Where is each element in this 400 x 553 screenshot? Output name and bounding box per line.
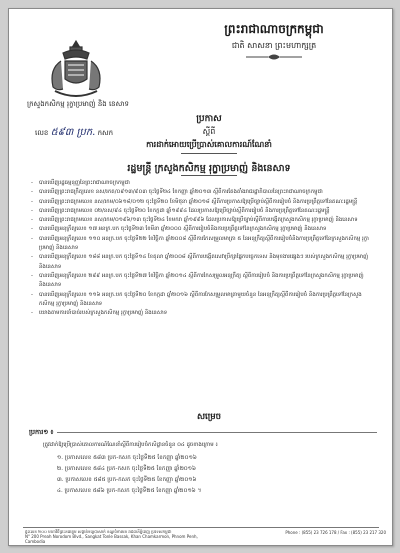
reference-suffix: កសក	[97, 129, 114, 137]
preamble-item: - បានឃើញព្រះរាជក្រមលេខ ០២/នស/៩៤ ចុះថ្ងៃទី២០ ខែកក្កដា ឆ្នាំ១៩៩៤ ដែលប្រកាសឱ្យប្រើច្បាប់ស្តីពីការរៀបចំ និងការប្រព្រឹត្តទៅនៃគណៈរដ្ឋមន្ត្រី	[31, 207, 330, 214]
footer-address	[25, 529, 215, 544]
preamble-item: - បានឃើញអនុក្រឹត្យលេខ ១៨៨ អនក្រ.បក ចុះថ្ងៃទី១៤ ខែតុលា ឆ្នាំ២០០៨ ស្តីពីការបង្កើតសេវាប្រឹក្សាផ្នែកបច្ចេកទេស និងមុខងារផ្សេងៗ របស់ក្រសួងកសិកម្ម រុក្ខាប្រមាញ់ និងនេសាទ	[31, 254, 369, 270]
reference-prefix: លេខ	[35, 129, 49, 137]
document-page	[8, 8, 393, 546]
decision-item: ១. ប្រកាសលេខ ៥៨៣ ប្រក-កសក ចុះថ្ងៃទី២៥ ខែកញ្ញា ឆ្នាំ២០១៦	[57, 455, 197, 461]
preamble-item: - បានឃើញរដ្ឋធម្មនុញ្ញនៃព្រះរាជាណាចក្រកម្ពុជា	[31, 180, 130, 186]
ministry-name: ក្រសួងកសិកម្ម រុក្ខាប្រមាញ់ និង នេសាទ	[27, 100, 129, 108]
decision-items	[57, 453, 201, 497]
about-label: ស្តីពី	[202, 127, 216, 136]
preamble-item: - បានឃើញព្រះរាជក្រឹត្យលេខ នស/រកត/០៩១៣/៩០៣ ចុះថ្ងៃទី២៤ ខែកញ្ញា ឆ្នាំ២០១៣ ស្តីពីការតែងតាំងរាជរដ្ឋាភិបាលនៃព្រះរាជាណាចក្រកម្ពុជា	[31, 189, 323, 196]
footer-address-kh: ផ្ទះលេខ ២០០ មហាវិថីព្រះនរោត្តម សង្កាត់ទន្លេបាសាក់ ខណ្ឌចំការមន រាជធានីភ្នំពេញ ប្រទេសកម្ពុជា	[25, 529, 172, 534]
decision-item: ២. ប្រកាសលេខ ៥៨៤ ប្រក-កសក ចុះថ្ងៃទី២៥ ខែកញ្ញា ឆ្នាំ២០១៦	[57, 466, 196, 472]
preamble-item: - បានឃើញអនុក្រឹត្យលេខ ១១០ អនក្រ.បក ចុះថ្ងៃទី២២ ខែវិច្ឆិកា ឆ្នាំ២០០៨ ស្តីពីការកែសម្រួលមាត្រា ៥ នៃអនុក្រឹត្យស្តីពីការរៀបចំនិងការប្រព្រឹត្តទៅនៃក្រសួងកសិកម្ម រុក្ខាប្រមាញ់ និងនេសាទ	[31, 235, 369, 252]
footer-divider	[23, 527, 379, 528]
preamble-item: - យោងតាមការចាំបាច់របស់ក្រសួងកសិកម្ម រុក្ខាប្រមាញ់ និងនេសាទ	[31, 310, 168, 317]
ornament-divider-icon	[246, 53, 302, 61]
article-label: ប្រការ១ ៖	[29, 428, 54, 436]
national-motto: ជាតិ សាសនា ព្រះមហាក្សត្រ	[231, 41, 317, 50]
document-type: ប្រកាស	[196, 114, 222, 124]
decision-item: ៤. ប្រកាសលេខ ៥៨៦ ប្រក-កសក ចុះថ្ងៃទី២៥ ខែកញ្ញា ឆ្នាំ២០១៦ ។	[57, 488, 202, 494]
article-intro: ត្រូវដាក់ឱ្យប្រើប្រាស់គោលការណ៍ណែនាំស្តីពីការរៀបចំកសិដ្ឋានចំនួន ០៤ ដូចខាងក្រោម ៖	[43, 442, 218, 448]
decision-item: ៣. ប្រកាសលេខ ៥៨៥ ប្រក-កសក ចុះថ្ងៃទី២៥ ខែកញ្ញា ឆ្នាំ២០១៦	[57, 477, 197, 483]
decision-heading: សម្រេច	[196, 412, 222, 422]
minister-divider	[181, 175, 237, 176]
preamble-item: - បានឃើញអនុក្រឹត្យលេខ ១១៦ អនក្រ.បក ចុះថ្ងៃទី២០ ខែកក្កដា ឆ្នាំ២០១៦ ស្តីពីការកែសម្រួលមាត្រាមួយចំនួន នៃអនុក្រឹត្យស្តីពីការរៀបចំ និងការប្រព្រឹត្តទៅនៃក្រសួងកសិកម្ម រុក្ខាប្រមាញ់ និងនេសាទ	[31, 291, 362, 307]
article-divider	[57, 432, 377, 433]
subject-divider	[181, 153, 237, 154]
document-subject: ការដាក់អោយប្រើប្រាស់គោលការណ៍ណែនាំ	[146, 140, 272, 149]
minister-title: រដ្ឋមន្ត្រី ក្រសួងកសិកម្ម រុក្ខាប្រមាញ់ និងនេសាទ	[127, 163, 291, 174]
kingdom-title: ព្រះរាជាណាចក្រកម្ពុជា	[224, 22, 324, 36]
preamble-item: - បានឃើញព្រះរាជក្រមលេខ នស/រកម/០១៩៦/១៣ ចុះថ្ងៃទី២៤ ខែមករា ឆ្នាំ១៩៩៦ ដែលប្រកាសឱ្យប្រើច្បាប់ស្តីពីការបង្កើតក្រសួងកសិកម្ម រុក្ខាប្រមាញ់ និងនេសាទ	[31, 217, 358, 224]
preamble-item: - បានឃើញអនុក្រឹត្យលេខ ១៧ អនក្រ.បក ចុះថ្ងៃទី២៣ ខែមីនា ឆ្នាំ២០០០ ស្តីពីការរៀបចំនិងការប្រព្រឹត្តទៅនៃក្រសួងកសិកម្ម រុក្ខាប្រមាញ់ និងនេសាទ	[31, 226, 327, 233]
reference-number	[35, 125, 113, 140]
preamble-item: - បានឃើញព្រះរាជក្រមលេខ នស/រកម/០៦១៨/០១២ ចុះថ្ងៃទី២០ ខែមិថុនា ឆ្នាំ២០១៨ ស្តីពីការប្រកាសឱ្យប្រើច្បាប់ស្តីពីការរៀបចំ និងការប្រព្រឹត្តទៅនៃគណៈរដ្ឋមន្ត្រី	[31, 198, 358, 205]
royal-arms-icon	[41, 35, 111, 99]
reference-handwritten: ៥៩៣ ប្រក.	[50, 127, 96, 138]
footer-address-en: N° 200 Preah Norodom Blvd., Sangkat Tonle Bassak, Khan Chamkarmon, Phnom Penh, Cambodia	[25, 534, 198, 544]
preamble-list	[31, 179, 371, 318]
preamble-item: - បានឃើញអនុក្រឹត្យលេខ ២៩៩ អនក្រ.បក ចុះថ្ងៃទី២៧ ខែវិច្ឆិកា ឆ្នាំ២០១៤ ស្តីពីការកែសម្រួលអនុក្រឹត្យ ស្តីពីការរៀបចំ និងការប្រព្រឹត្តទៅនៃក្រសួងកសិកម្ម រុក្ខាប្រមាញ់ និងនេសាទ	[31, 272, 364, 289]
footer-contact: Phone : (855) 23 726 178 / Fax : (855) 23 217 320	[285, 530, 386, 535]
